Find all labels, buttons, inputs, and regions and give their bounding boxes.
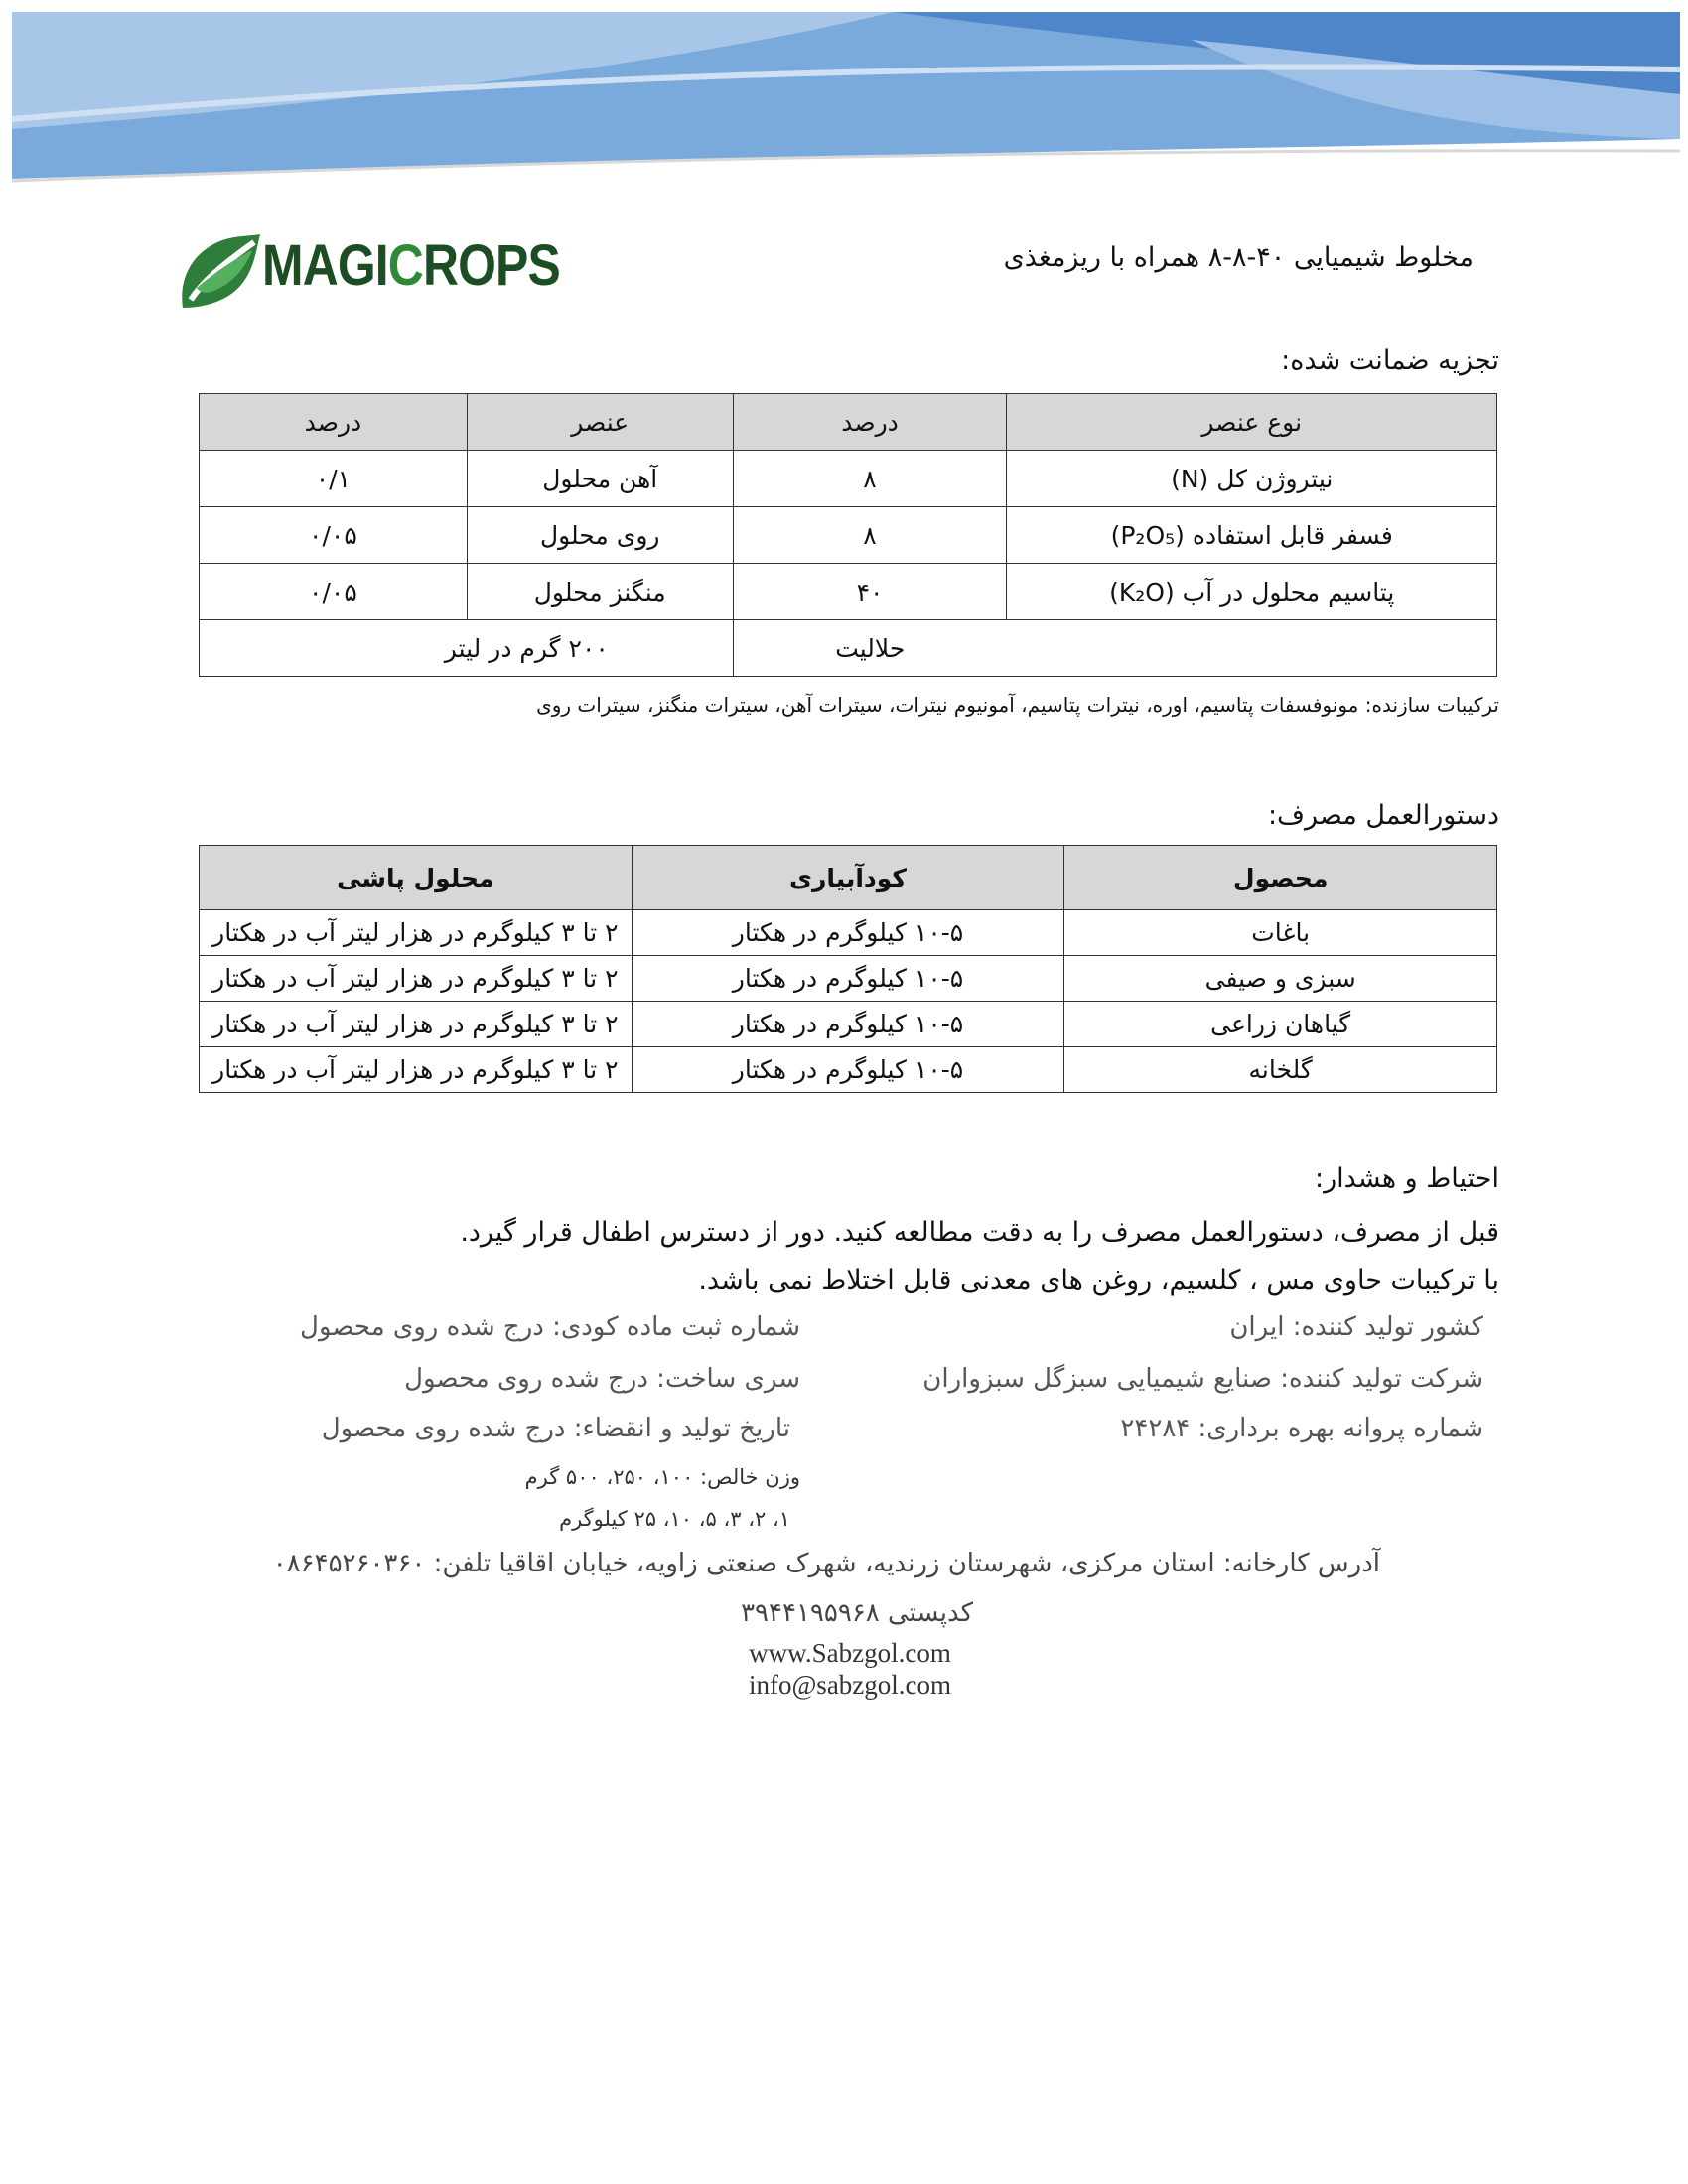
table-cell: منگنز محلول [467, 564, 733, 620]
header-cell: کودآبیاری [632, 846, 1064, 910]
table-cell: ۱۰-۵ کیلوگرم در هکتار [632, 1047, 1064, 1093]
license-number: شماره پروانه بهره برداری: ۲۴۲۸۴ [1120, 1414, 1483, 1443]
table-row [200, 564, 1497, 620]
header-cell: درصد [200, 394, 468, 451]
ingredients-text: ترکیبات سازنده: مونوفسفات پتاسیم، اوره، نیترات پتاسیم، آمونیوم نیترات، سیترات آهن، سیترات منگنز، سیترات روی [536, 693, 1499, 717]
table-row [200, 910, 1497, 956]
table-cell: نیتروژن کل (N) [1007, 451, 1497, 507]
logo-wordmark: MAGICROPS [262, 233, 560, 298]
net-weight-kg: ۱، ۲، ۳، ۵، ۱۰، ۲۵ کیلوگرم [559, 1507, 790, 1531]
usage-heading: دستورالعمل مصرف: [1267, 800, 1499, 831]
table-cell [1007, 620, 1497, 677]
magic-crops-logo [177, 230, 564, 320]
table-cell: ۰/۰۵ [200, 507, 468, 564]
solubility-label: حلالیت [733, 620, 1007, 677]
table-cell: گیاهان زراعی [1064, 1002, 1497, 1047]
header-cell: درصد [733, 394, 1007, 451]
table-cell: ۸ [733, 451, 1007, 507]
header-cell: محصول [1064, 846, 1497, 910]
analysis-heading: تجزیه ضمانت شده: [1281, 345, 1499, 376]
solubility-value: ۲۰۰ گرم در لیتر [200, 620, 734, 677]
table-cell: ۲ تا ۳ کیلوگرم در هزار لیتر آب در هکتار [200, 910, 633, 956]
document-title: مخلوط شیمیایی ۴۰-۸-۸ همراه با ریزمغذی [1003, 242, 1474, 273]
net-weight: وزن خالص: ۱۰۰، ۲۵۰، ۵۰۰ گرم [524, 1465, 800, 1489]
warning-line: قبل از مصرف، دستورالعمل مصرف را به دقت مطالعه کنید. دور از دسترس اطفال قرار گیرد. [460, 1217, 1499, 1248]
table-cell: گلخانه [1064, 1047, 1497, 1093]
registration-number: شماره ثبت ماده کودی: درج شده روی محصول [300, 1312, 800, 1342]
leaf-icon [177, 230, 264, 316]
header-cell: نوع عنصر [1007, 394, 1497, 451]
warnings-heading: احتیاط و هشدار: [1314, 1163, 1499, 1194]
factory-address: آدرس کارخانه: استان مرکزی، شهرستان زرندیه، شهرک صنعتی زاویه، خیابان اقاقیا تلفن: ۰۸۶۴۵۲۶۰۳۶۰ [272, 1549, 1380, 1578]
table-cell: ۲ تا ۳ کیلوگرم در هزار لیتر آب در هکتار [200, 956, 633, 1002]
header-cell: محلول پاشی [200, 846, 633, 910]
usage-table [199, 845, 1497, 1093]
table-cell: ۲ تا ۳ کیلوگرم در هزار لیتر آب در هکتار [200, 1047, 633, 1093]
table-cell: پتاسیم محلول در آب (K₂O) [1007, 564, 1497, 620]
table-cell: ۱۰-۵ کیلوگرم در هکتار [632, 1002, 1064, 1047]
table-row [200, 956, 1497, 1002]
table-header-row [200, 846, 1497, 910]
postal-code: کدپستی ۳۹۴۴۱۹۵۹۶۸ [741, 1598, 973, 1628]
website-link[interactable]: www.Sabzgol.com [749, 1638, 951, 1668]
table-cell: آهن محلول [467, 451, 733, 507]
table-cell: فسفر قابل استفاده (P₂O₅) [1007, 507, 1497, 564]
table-cell: ۱۰-۵ کیلوگرم در هکتار [632, 956, 1064, 1002]
email-link[interactable]: info@sabzgol.com [748, 1670, 952, 1700]
table-cell: ۱۰-۵ کیلوگرم در هکتار [632, 910, 1064, 956]
table-row [200, 507, 1497, 564]
table-cell: ۲ تا ۳ کیلوگرم در هزار لیتر آب در هکتار [200, 1002, 633, 1047]
table-cell: باغات [1064, 910, 1497, 956]
warning-line: با ترکیبات حاوی مس ، کلسیم، روغن های معدنی قابل اختلاط نمی باشد. [698, 1265, 1499, 1296]
header-cell: عنصر [467, 394, 733, 451]
country-of-origin: کشور تولید کننده: ایران [1229, 1312, 1483, 1342]
table-cell: ۴۰ [733, 564, 1007, 620]
table-cell: ۰/۱ [200, 451, 468, 507]
manufacturer: شرکت تولید کننده: صنایع شیمیایی سبزگل سبزواران [922, 1364, 1483, 1394]
table-header-row [200, 394, 1497, 451]
table-row [200, 620, 1497, 677]
batch-number: سری ساخت: درج شده روی محصول [404, 1364, 800, 1394]
production-expiry-date: تاریخ تولید و انقضاء: درج شده روی محصول [321, 1414, 790, 1443]
table-row [200, 1047, 1497, 1093]
header-banner [0, 0, 1688, 199]
table-cell: روی محلول [467, 507, 733, 564]
table-cell: ۰/۰۵ [200, 564, 468, 620]
analysis-table [199, 393, 1497, 677]
table-cell: سبزی و صیفی [1064, 956, 1497, 1002]
table-cell: ۸ [733, 507, 1007, 564]
table-row [200, 1002, 1497, 1047]
table-row [200, 451, 1497, 507]
